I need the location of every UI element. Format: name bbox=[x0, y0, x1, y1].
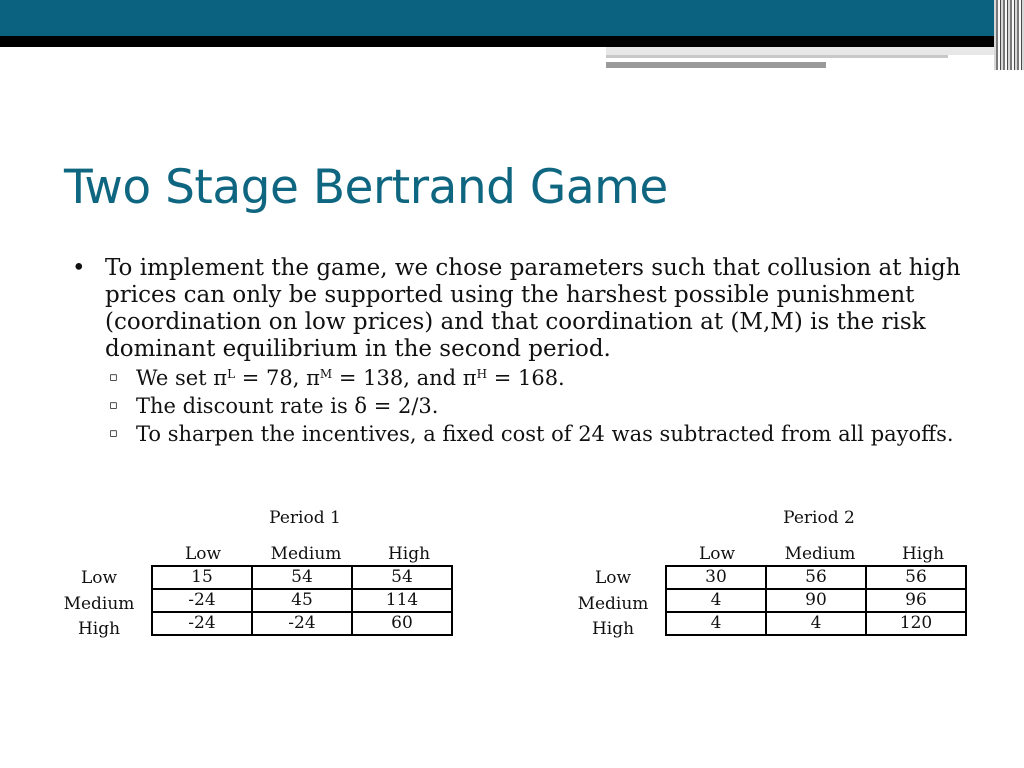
sub-bullet-fixed-cost bbox=[72, 421, 972, 447]
col-header: High bbox=[387, 544, 431, 564]
sub-bullet-square-icon: ▫ bbox=[109, 398, 118, 413]
table-row bbox=[666, 589, 966, 612]
table-cell: 56 bbox=[866, 566, 966, 589]
col-header: Low bbox=[698, 544, 736, 564]
col-header: High bbox=[901, 544, 945, 564]
col-header: Medium bbox=[270, 544, 342, 564]
sub-bullet-square-icon: ▫ bbox=[109, 370, 118, 385]
sup-l: L bbox=[227, 367, 236, 381]
row-header: Low bbox=[80, 568, 118, 588]
table-cell: -24 bbox=[152, 612, 252, 635]
table-cell: 90 bbox=[766, 589, 866, 612]
table-title: Period 1 bbox=[269, 508, 341, 528]
payoff-grid bbox=[665, 565, 967, 636]
header-band-teal bbox=[0, 0, 1024, 36]
table-row bbox=[152, 566, 452, 589]
row-header: Medium bbox=[577, 594, 649, 614]
table-row bbox=[666, 566, 966, 589]
sub1-text-mid1: = 78, π bbox=[235, 366, 320, 390]
table-cell: 4 bbox=[766, 612, 866, 635]
header-stripes bbox=[994, 0, 1024, 70]
table-cell: 54 bbox=[352, 566, 452, 589]
slide-body bbox=[72, 255, 972, 447]
table-row bbox=[152, 612, 452, 635]
table-cell: 114 bbox=[352, 589, 452, 612]
payoff-table-period-1 bbox=[56, 508, 466, 648]
table-cell: 30 bbox=[666, 566, 766, 589]
header-band-gray-thin bbox=[606, 55, 948, 58]
table-cell: 45 bbox=[252, 589, 352, 612]
col-header: Low bbox=[184, 544, 222, 564]
table-cell: -24 bbox=[152, 589, 252, 612]
table-cell: 4 bbox=[666, 589, 766, 612]
col-header: Medium bbox=[784, 544, 856, 564]
row-header: High bbox=[591, 619, 635, 639]
header-band-black bbox=[0, 36, 1000, 47]
sub-bullet-discount bbox=[72, 393, 972, 419]
payoff-grid bbox=[151, 565, 453, 636]
payoff-table-period-2 bbox=[570, 508, 980, 648]
table-row bbox=[152, 589, 452, 612]
row-header: Medium bbox=[63, 594, 135, 614]
sub1-text-post: = 168. bbox=[487, 366, 565, 390]
sup-m: M bbox=[319, 367, 333, 381]
table-row bbox=[666, 612, 966, 635]
table-cell: 15 bbox=[152, 566, 252, 589]
sub3-text: To sharpen the incentives, a fixed cost of 24 was subtracted from all payoffs. bbox=[136, 422, 954, 446]
main-bullet-text: To implement the game, we chose parameters such that collusion at high prices can only be supported using the harshest possible punishment (coordination on low prices) and that coordination at (M,M) is the risk dominant equilibrium in the second period. bbox=[105, 255, 961, 362]
table-cell: 96 bbox=[866, 589, 966, 612]
sub-bullet-square-icon: ▫ bbox=[109, 426, 118, 441]
table-cell: 120 bbox=[866, 612, 966, 635]
table-title: Period 2 bbox=[783, 508, 855, 528]
row-header: High bbox=[77, 619, 121, 639]
slide-title: Two Stage Bertrand Game bbox=[64, 160, 668, 215]
sub-bullet-payoffs bbox=[72, 365, 972, 391]
bullet-dot-icon: • bbox=[72, 255, 86, 281]
main-bullet bbox=[72, 255, 972, 363]
table-cell: -24 bbox=[252, 612, 352, 635]
table-cell: 54 bbox=[252, 566, 352, 589]
row-header: Low bbox=[594, 568, 632, 588]
sub1-text-mid2: = 138, and π bbox=[332, 366, 477, 390]
sub1-text-pre: We set π bbox=[136, 366, 228, 390]
table-cell: 60 bbox=[352, 612, 452, 635]
header-band-gray-dark bbox=[606, 62, 826, 68]
table-cell: 4 bbox=[666, 612, 766, 635]
sub2-text: The discount rate is δ = 2/3. bbox=[136, 394, 439, 418]
header-band-gray bbox=[606, 47, 1000, 55]
table-cell: 56 bbox=[766, 566, 866, 589]
sup-h: H bbox=[476, 367, 488, 381]
